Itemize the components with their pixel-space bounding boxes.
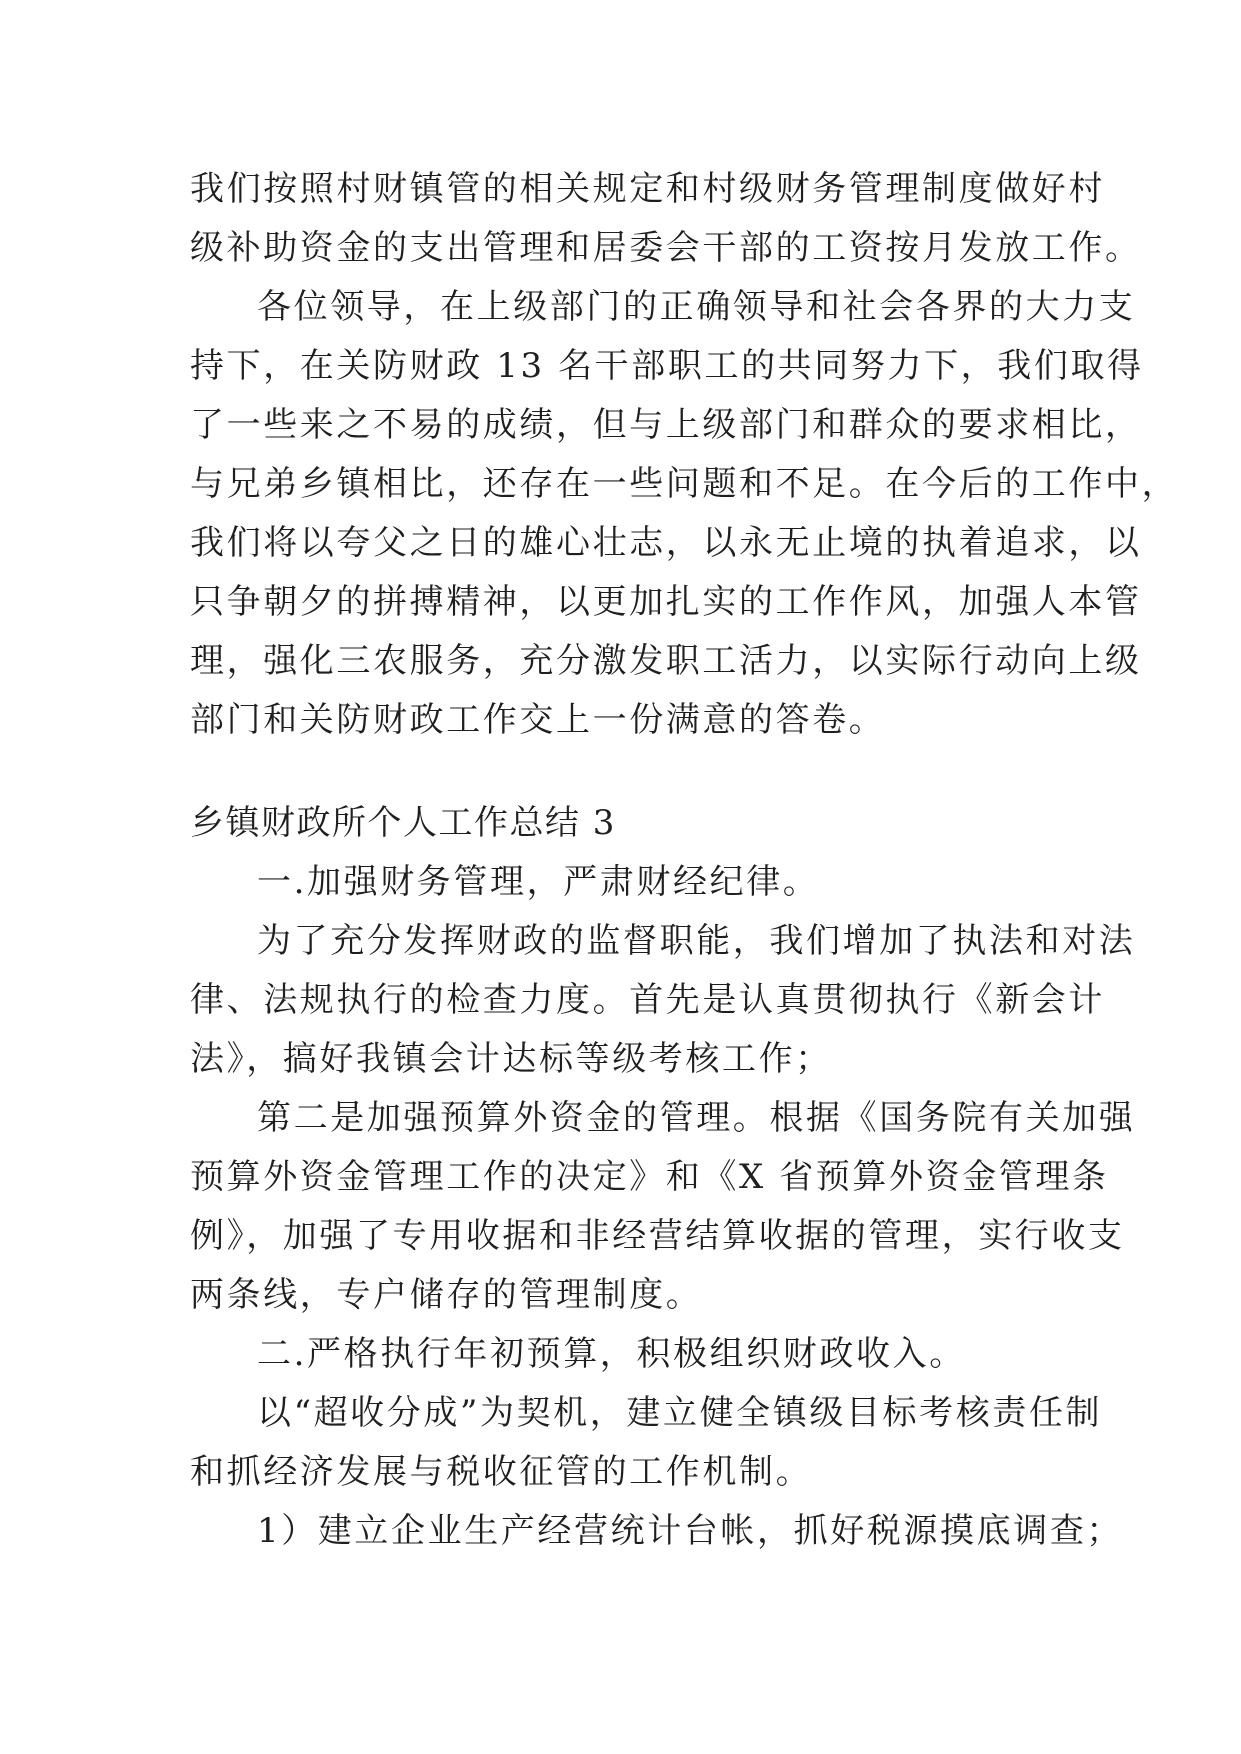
subsection-heading: 二.严格执行年初预算，积极组织财政收入。 [257, 1334, 966, 1374]
section-heading: 乡镇财政所个人工作总结 3 [190, 803, 616, 843]
body-text-line: 法》，搞好我镇会计达标等级考核工作； [190, 1039, 832, 1079]
body-text-line: 持下，在关防财政 13 名干部职工的共同努力下，我们取得 [190, 346, 1144, 386]
body-text-line: 两条线，专户储存的管理制度。 [190, 1275, 703, 1315]
body-text-line: 律、法规执行的检查力度。首先是认真贯彻执行《新会计 [190, 980, 1105, 1020]
body-text-line: 例》，加强了专用收据和非经营结算收据的管理，实行收支 [190, 1216, 1125, 1256]
paragraph-first-line: 第二是加强预算外资金的管理。根据《国务院有关加强 [257, 1098, 1136, 1138]
list-item: 1）建立企业生产经营统计台帐，抓好税源摸底调查； [257, 1511, 1124, 1551]
body-text-line: 部门和关防财政工作交上一份满意的答卷。 [190, 700, 886, 740]
body-text-line: 了一些来之不易的成绩，但与上级部门和群众的要求相比， [190, 405, 1142, 445]
body-text-line: 理，强化三农服务，充分激发职工活力，以实际行动向上级 [190, 641, 1142, 681]
body-text-line: 和抓经济发展与税收征管的工作机制。 [190, 1452, 813, 1492]
body-text-line: 与兄弟乡镇相比，还存在一些问题和不足。在今后的工作中， [190, 464, 1179, 504]
body-text-line: 我们按照村财镇管的相关规定和村级财务管理制度做好村 [190, 169, 1105, 209]
body-text-line: 级补助资金的支出管理和居委会干部的工资按月发放工作。 [190, 228, 1142, 268]
body-text-line: 预算外资金管理工作的决定》和《X 省预算外资金管理条 [190, 1157, 1109, 1197]
paragraph-first-line: 为了充分发挥财政的监督职能，我们增加了执法和对法 [257, 921, 1136, 961]
subsection-heading: 一.加强财务管理，严肃财经纪律。 [257, 862, 820, 902]
body-text-line: 我们将以夸父之日的雄心壮志，以永无止境的执着追求，以 [190, 523, 1142, 563]
paragraph-first-line: 以“超收分成”为契机，建立健全镇级目标考核责任制 [257, 1393, 1103, 1433]
body-text-line: 只争朝夕的拼搏精神，以更加扎实的工作作风，加强人本管 [190, 582, 1142, 622]
paragraph-first-line: 各位领导，在上级部门的正确领导和社会各界的大力支 [257, 287, 1136, 327]
